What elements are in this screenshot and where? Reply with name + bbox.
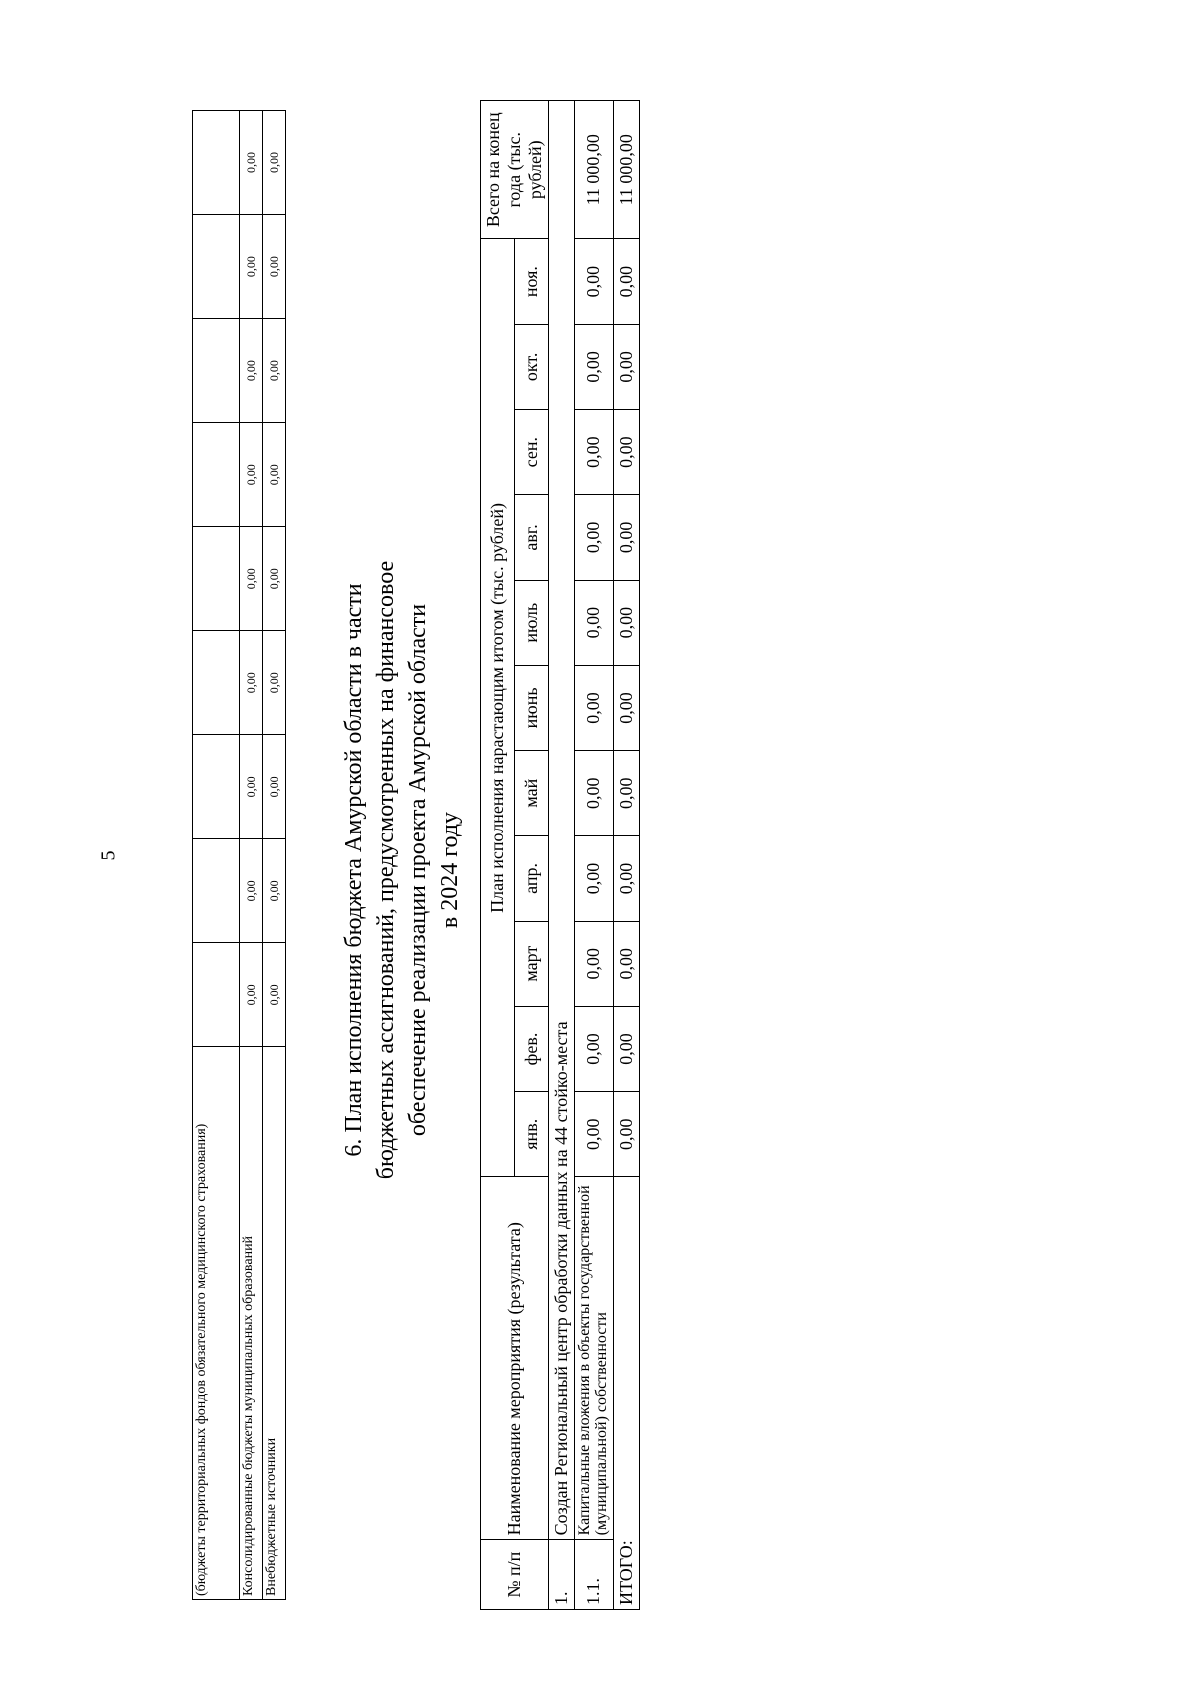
value-cell: 0,00 (613, 324, 639, 409)
value-cell: 0,00 (263, 215, 286, 319)
month-header: окт. (515, 324, 549, 409)
month-header: июнь (515, 665, 549, 750)
value-cell: 0,00 (575, 410, 614, 495)
value-cell: 0,00 (263, 423, 286, 527)
value-cell: 0,00 (613, 580, 639, 665)
total-label: ИТОГО: (613, 1177, 639, 1610)
source-name: Консолидированные бюджеты муниципальных образований (240, 1047, 263, 1600)
group-num: 1. (549, 1540, 575, 1610)
table-row (240, 111, 263, 1600)
value-cell: 0,00 (263, 319, 286, 423)
value-cell: 0,00 (263, 111, 286, 215)
value-cell: 0,00 (575, 836, 614, 921)
heading-line: бюджетных ассигнований, предусмотренных на финансовое (373, 560, 399, 1180)
heading-line: 6. План исполнения бюджета Амурской области в части (341, 583, 367, 1157)
page-number: 5 (97, 850, 120, 861)
rotated-page-content (120, 0, 1200, 1700)
value-cell: 0,00 (263, 943, 286, 1047)
col-header-name: Наименование мероприятия (результата) (481, 1177, 549, 1540)
total-cell: 11 000,00 (613, 101, 639, 239)
table-row (193, 111, 240, 1600)
value-cell: 0,00 (263, 527, 286, 631)
month-header: июль (515, 580, 549, 665)
value-cell: 0,00 (240, 423, 263, 527)
value-cell: 0,00 (240, 943, 263, 1047)
sources-table (192, 110, 286, 1600)
value-cell: 0,00 (240, 839, 263, 943)
value-cell: 0,00 (613, 1092, 639, 1177)
month-header: сен. (515, 410, 549, 495)
section-heading (338, 420, 466, 1320)
value-cell: 0,00 (575, 495, 614, 580)
value-cell: 0,00 (240, 319, 263, 423)
value-cell: 0,00 (613, 836, 639, 921)
source-name: (бюджеты территориальных фондов обязательного медицинского страхования) (193, 1047, 240, 1600)
value-cell: 0,00 (240, 527, 263, 631)
col-header-plan: План исполнения нарастающим итогом (тыс. рублей) (481, 239, 515, 1177)
value-cell: 0,00 (240, 111, 263, 215)
value-cell: 0,00 (240, 631, 263, 735)
value-cell: 0,00 (575, 921, 614, 1006)
value-cell: 0,00 (263, 631, 286, 735)
col-header-num: № п/п (481, 1540, 549, 1610)
value-cell: 0,00 (575, 751, 614, 836)
total-cell: 11 000,00 (575, 101, 614, 239)
value-cell: 0,00 (240, 735, 263, 839)
value-cell: 0,00 (575, 580, 614, 665)
month-header: фев. (515, 1006, 549, 1091)
value-cell: 0,00 (240, 215, 263, 319)
source-name: Внебюджетные источники (263, 1047, 286, 1600)
month-header: авг. (515, 495, 549, 580)
item-num: 1.1. (575, 1540, 614, 1610)
value-cell: 0,00 (575, 1006, 614, 1091)
month-header: апр. (515, 836, 549, 921)
month-header: янв. (515, 1092, 549, 1177)
month-header: май (515, 751, 549, 836)
value-cell: 0,00 (613, 495, 639, 580)
total-row (613, 101, 639, 1610)
value-cell: 0,00 (613, 921, 639, 1006)
month-header: ноя. (515, 239, 549, 324)
value-cell: 0,00 (575, 324, 614, 409)
value-cell: 0,00 (575, 239, 614, 324)
value-cell: 0,00 (263, 735, 286, 839)
value-cell: 0,00 (613, 665, 639, 750)
value-cell: 0,00 (263, 839, 286, 943)
group-row (549, 101, 575, 1610)
value-cell: 0,00 (613, 1006, 639, 1091)
value-cell: 0,00 (575, 665, 614, 750)
value-cell: 0,00 (613, 410, 639, 495)
month-header: март (515, 921, 549, 1006)
heading-line: в 2024 году (437, 811, 463, 929)
value-cell: 0,00 (613, 239, 639, 324)
col-header-total: Всего на конец года (тыс. рублей) (481, 101, 549, 239)
table-row (575, 101, 614, 1610)
value-cell: 0,00 (575, 1092, 614, 1177)
table-row (263, 111, 286, 1600)
budget-plan-table (480, 100, 640, 1610)
group-title: Создан Региональный центр обработки данных на 44 стойко-места (549, 101, 575, 1540)
header-row (481, 101, 515, 1610)
item-name: Капитальные вложения в объекты государственной (муниципальной) собственности (575, 1177, 614, 1540)
value-cell: 0,00 (613, 751, 639, 836)
heading-line: обеспечение реализации проекта Амурской области (405, 603, 431, 1137)
